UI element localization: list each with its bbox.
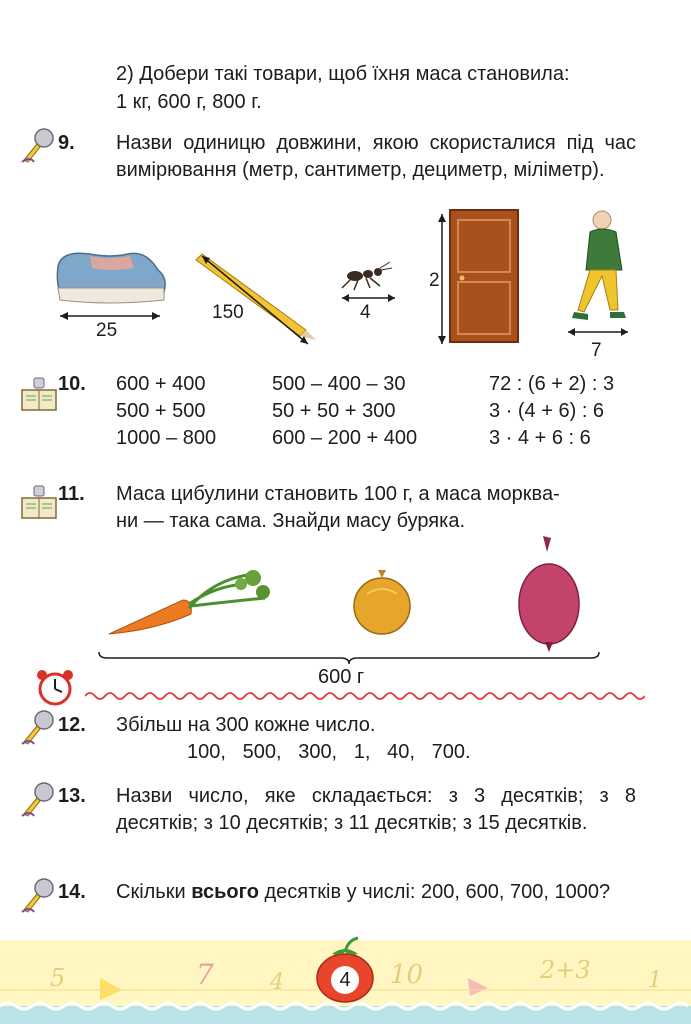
task14-text (116, 879, 636, 906)
alarm-clock-icon (34, 666, 76, 708)
microphone-icon (20, 708, 56, 746)
task9-text: Назви одиницю довжини, якою скористалися під час вимірювання (метр, сантиметр, дециметр, міліметр). (116, 132, 636, 181)
door-picture (450, 210, 518, 342)
task13-text: Назви число, яке складається: з 3 десятків; з 8 десятків; з 10 десятків; з 11 десятків; з 15 десятків. (116, 785, 636, 834)
footer-deco-digit: 10 (390, 960, 424, 990)
door-measure: 2 (429, 270, 440, 291)
footer-deco-digit: 5 (50, 964, 66, 992)
page-footer (0, 930, 691, 1024)
page-number: 4 (339, 969, 351, 991)
task13-number: 13. (58, 785, 86, 807)
ant-measure: 4 (360, 302, 371, 323)
task10-col1-row2: 500 + 500 (116, 400, 206, 422)
footer-deco-digit: 2+3 (540, 956, 591, 984)
task12-number: 12. (58, 714, 86, 736)
wavy-divider (85, 690, 645, 702)
task11-total: 600 г (318, 666, 365, 688)
task14-text-before: Скільки (116, 881, 192, 903)
task10-col3-row3: 3 · 4 + 6 : 6 (489, 427, 591, 449)
task9-illustration (50, 206, 650, 366)
task8-part2-line1: 2) Добери такі товари, щоб їхня маса становила: (116, 63, 570, 85)
task14-text-after: десятків у числі: 200, 600, 700, 1000? (258, 881, 611, 903)
footer-deco-digit: 7 (196, 958, 214, 991)
step-measure: 7 (591, 340, 602, 361)
task10-col2-row2: 50 + 50 + 300 (272, 400, 396, 422)
task10-col2-row3: 600 – 200 + 400 (272, 427, 418, 449)
task10-col1-row1: 600 + 400 (116, 373, 206, 395)
task11-number: 11. (58, 483, 85, 505)
task9-number: 9. (58, 132, 75, 154)
task14-text-bold: всього (191, 881, 259, 903)
task14-number: 14. (58, 881, 86, 903)
task8-part2-line2: 1 кг, 600 г, 800 г. (116, 91, 262, 113)
sneaker-picture (57, 253, 165, 303)
notebook-icon (20, 484, 60, 522)
pencil-measure: 150 (212, 302, 244, 323)
footer-deco-digit: 1 (648, 968, 662, 993)
microphone-icon (20, 126, 56, 164)
task11-illustration (95, 534, 605, 664)
ant-picture (342, 262, 392, 290)
task12-text: Збільш на 300 кожне число. (116, 714, 376, 736)
microphone-icon (20, 876, 56, 914)
notebook-icon (20, 376, 60, 414)
beet-picture (519, 536, 579, 652)
task10-col3-row1: 72 : (6 + 2) : 3 (489, 373, 615, 395)
carrot-picture (109, 570, 270, 634)
task11-line2: ни — така сама. Знайди масу буряка. (116, 510, 466, 532)
shoe-measure: 25 (96, 320, 118, 341)
task10-col2-row1: 500 – 400 – 30 (272, 373, 406, 395)
task12-numbers: 100, 500, 300, 1, 40, 700. (187, 741, 471, 763)
microphone-icon (20, 780, 56, 818)
onion-picture (354, 570, 410, 634)
task11-line1: Маса цибулини становить 100 г, а маса морква- (116, 483, 560, 505)
walking-girl-picture (572, 211, 626, 320)
task10-col1-row3: 1000 – 800 (116, 427, 217, 449)
task10-number: 10. (58, 373, 86, 395)
task10-col3-row2: 3 · (4 + 6) : 6 (489, 400, 605, 422)
footer-deco-digit: 4 (270, 970, 284, 995)
